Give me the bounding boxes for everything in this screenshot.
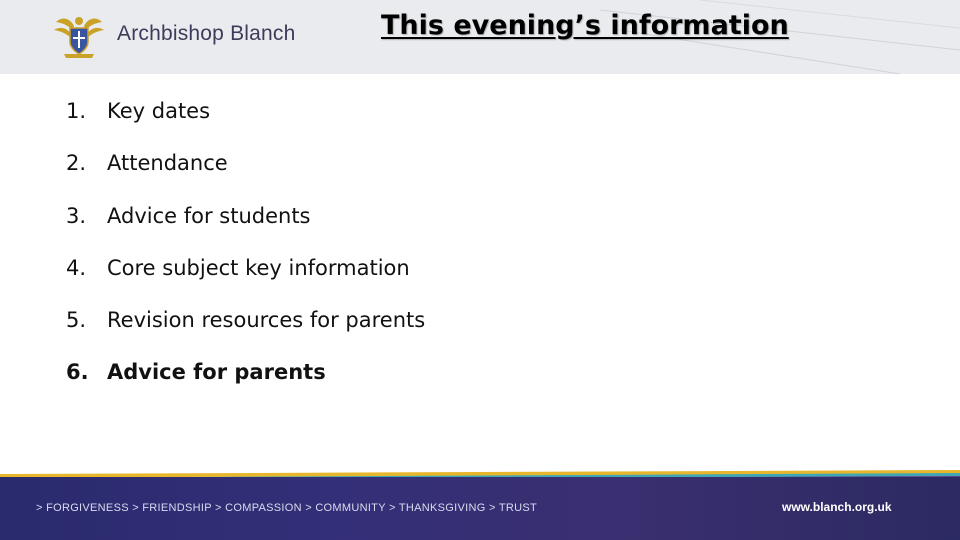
agenda-label: Attendance bbox=[107, 151, 228, 176]
school-crest-icon bbox=[52, 12, 106, 60]
agenda-label: Advice for parents bbox=[107, 360, 326, 385]
school-values: > FORGIVENESS > FRIENDSHIP > COMPASSION > COMMUNITY > THANKSGIVING > TRUST bbox=[36, 502, 538, 514]
agenda-number: 6. bbox=[66, 360, 89, 385]
agenda-list bbox=[66, 96, 425, 410]
agenda-number: 1. bbox=[66, 99, 87, 123]
agenda-number: 2. bbox=[66, 151, 87, 176]
agenda-number: 4. bbox=[66, 255, 87, 280]
agenda-number: 3. bbox=[66, 203, 87, 228]
agenda-item-highlighted bbox=[66, 357, 425, 409]
agenda-item bbox=[66, 96, 425, 148]
school-name: Archbishop Blanch bbox=[117, 22, 296, 45]
website-url[interactable]: www.blanch.org.uk bbox=[782, 500, 892, 514]
agenda-item bbox=[66, 305, 425, 357]
agenda-label: Revision resources for parents bbox=[107, 308, 426, 333]
agenda-item bbox=[66, 148, 425, 200]
agenda-label: Advice for students bbox=[107, 203, 311, 228]
slide-header bbox=[0, 0, 960, 74]
agenda-number: 5. bbox=[66, 308, 87, 333]
agenda-label: Key dates bbox=[107, 99, 211, 123]
agenda-item bbox=[66, 201, 425, 253]
agenda-item bbox=[66, 253, 425, 305]
slide-title: This evening’s information bbox=[381, 10, 789, 41]
agenda-label: Core subject key information bbox=[107, 255, 410, 280]
